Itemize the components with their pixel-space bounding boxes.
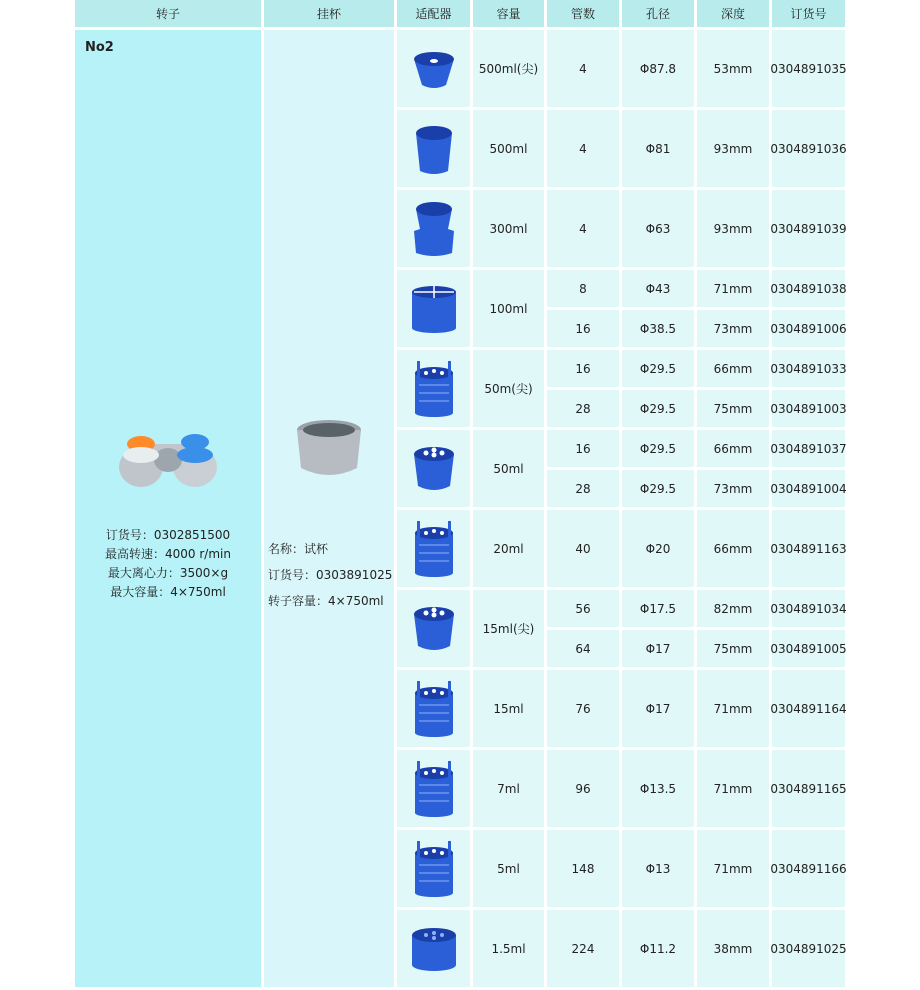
order-number-cell: 0304891033: [772, 350, 845, 387]
capacity-cell: 7ml: [473, 750, 544, 827]
tubes-cell: 28: [547, 470, 619, 507]
tubes-cell: 8: [547, 270, 619, 307]
capacity-cell: 15ml: [473, 670, 544, 747]
order-number-cell: 0304891037: [772, 430, 845, 467]
depth-cell: 71mm: [697, 750, 769, 827]
tubes-cell: 96: [547, 750, 619, 827]
depth-cell: 73mm: [697, 310, 769, 347]
cone-adapter-icon: [410, 47, 458, 91]
tubes-cell: 4: [547, 110, 619, 187]
rotor-spec-line: 最大容量：4×750ml: [110, 585, 226, 599]
capacity-cell: 1.5ml: [473, 910, 544, 987]
rack-adapter-icon: [411, 679, 457, 739]
adapter-image-cell: [397, 510, 470, 587]
diameter-cell: Φ17: [622, 670, 694, 747]
rotor-image: [113, 422, 223, 492]
capacity-cell: 500ml(尖): [473, 30, 544, 107]
order-number-cell: 0304891036: [772, 110, 845, 187]
depth-cell: 71mm: [697, 270, 769, 307]
rotor-model: No2: [85, 40, 114, 55]
depth-cell: 82mm: [697, 590, 769, 627]
adapter-image-cell: [397, 110, 470, 187]
rotor-spec-line: 最高转速：4000 r/min: [105, 547, 231, 561]
capacity-cell: 20ml: [473, 510, 544, 587]
capacity-cell: 300ml: [473, 190, 544, 267]
order-number-cell: 0304891164: [772, 670, 845, 747]
rack-adapter-icon: [411, 359, 457, 419]
adapter-image-cell: [397, 190, 470, 267]
cup-spec-line: 订货号：0303891025: [268, 568, 393, 582]
diameter-cell: Φ29.5: [622, 470, 694, 507]
order-number-cell: 0304891038: [772, 270, 845, 307]
adapter-image-cell: [397, 590, 470, 667]
diameter-cell: Φ13.5: [622, 750, 694, 827]
rotor-cell: [75, 30, 261, 987]
sectioned-adapter-icon: [408, 284, 460, 334]
cup-adapter-icon: [410, 121, 458, 177]
capacity-cell: 15ml(尖): [473, 590, 544, 667]
depth-cell: 66mm: [697, 430, 769, 467]
adapter-table: [75, 0, 845, 990]
order-number-cell: 0304891005: [772, 630, 845, 667]
depth-cell: 75mm: [697, 630, 769, 667]
adapter-image-cell: [397, 30, 470, 107]
depth-cell: 66mm: [697, 350, 769, 387]
depth-cell: 75mm: [697, 390, 769, 427]
tubes-cell: 40: [547, 510, 619, 587]
adapter-image-cell: [397, 830, 470, 907]
diameter-cell: Φ29.5: [622, 350, 694, 387]
tubes-cell: 4: [547, 30, 619, 107]
tubes-cell: 4: [547, 190, 619, 267]
adapter-image-cell: [397, 910, 470, 987]
order-number-cell: 0304891039: [772, 190, 845, 267]
order-number-cell: 0304891034: [772, 590, 845, 627]
header-3: 容量: [473, 0, 544, 27]
diameter-cell: Φ29.5: [622, 390, 694, 427]
tubes-cell: 16: [547, 310, 619, 347]
header-5: 孔径: [622, 0, 694, 27]
adapter-image-cell: [397, 430, 470, 507]
tubes-cell: 224: [547, 910, 619, 987]
depth-cell: 73mm: [697, 470, 769, 507]
diameter-cell: Φ38.5: [622, 310, 694, 347]
adapter-image-cell: [397, 670, 470, 747]
depth-cell: 71mm: [697, 830, 769, 907]
order-number-cell: 0304891006: [772, 310, 845, 347]
diameter-cell: Φ63: [622, 190, 694, 267]
depth-cell: 93mm: [697, 110, 769, 187]
tubes-cell: 56: [547, 590, 619, 627]
hole-adapter-icon: [410, 604, 458, 654]
diameter-cell: Φ20: [622, 510, 694, 587]
tubes-cell: 28: [547, 390, 619, 427]
header-7: 订货号: [772, 0, 845, 27]
depth-cell: 93mm: [697, 190, 769, 267]
header-4: 管数: [547, 0, 619, 27]
diameter-cell: Φ43: [622, 270, 694, 307]
cup-spec-line: 名称：试杯: [268, 542, 329, 556]
capacity-cell: 500ml: [473, 110, 544, 187]
diameter-cell: Φ87.8: [622, 30, 694, 107]
order-number-cell: 0304891166: [772, 830, 845, 907]
order-number-cell: 0304891025: [772, 910, 845, 987]
header-1: 挂杯: [264, 0, 394, 27]
order-number-cell: 0304891163: [772, 510, 845, 587]
tubes-cell: 16: [547, 430, 619, 467]
depth-cell: 53mm: [697, 30, 769, 107]
diameter-cell: Φ13: [622, 830, 694, 907]
adapter-image-cell: [397, 270, 470, 347]
diameter-cell: Φ29.5: [622, 430, 694, 467]
tubes-cell: 64: [547, 630, 619, 667]
order-number-cell: 0304891004: [772, 470, 845, 507]
order-number-cell: 0304891035: [772, 30, 845, 107]
diameter-cell: Φ11.2: [622, 910, 694, 987]
hole-adapter-icon: [410, 444, 458, 494]
header-6: 深度: [697, 0, 769, 27]
tubes-cell: 16: [547, 350, 619, 387]
rack-adapter-icon: [411, 839, 457, 899]
bottle-adapter-icon: [410, 199, 458, 259]
order-number-cell: 0304891003: [772, 390, 845, 427]
cup-image: [294, 416, 364, 486]
rotor-spec-line: 最大离心力：3500×g: [107, 566, 229, 580]
depth-cell: 38mm: [697, 910, 769, 987]
rack-adapter-icon: [411, 759, 457, 819]
block-adapter-icon: [408, 925, 460, 973]
capacity-cell: 50ml: [473, 430, 544, 507]
tubes-cell: 148: [547, 830, 619, 907]
depth-cell: 71mm: [697, 670, 769, 747]
capacity-cell: 100ml: [473, 270, 544, 347]
capacity-cell: 50m(尖): [473, 350, 544, 427]
adapter-image-cell: [397, 350, 470, 427]
cup-cell: [264, 30, 394, 987]
diameter-cell: Φ81: [622, 110, 694, 187]
cup-spec-line: 转子容量：4×750ml: [268, 594, 384, 608]
tubes-cell: 76: [547, 670, 619, 747]
rack-adapter-icon: [411, 519, 457, 579]
header-2: 适配器: [397, 0, 470, 27]
diameter-cell: Φ17: [622, 630, 694, 667]
order-number-cell: 0304891165: [772, 750, 845, 827]
depth-cell: 66mm: [697, 510, 769, 587]
adapter-image-cell: [397, 750, 470, 827]
diameter-cell: Φ17.5: [622, 590, 694, 627]
rotor-spec-line: 订货号：0302851500: [105, 528, 231, 542]
capacity-cell: 5ml: [473, 830, 544, 907]
header-0: 转子: [75, 0, 261, 27]
